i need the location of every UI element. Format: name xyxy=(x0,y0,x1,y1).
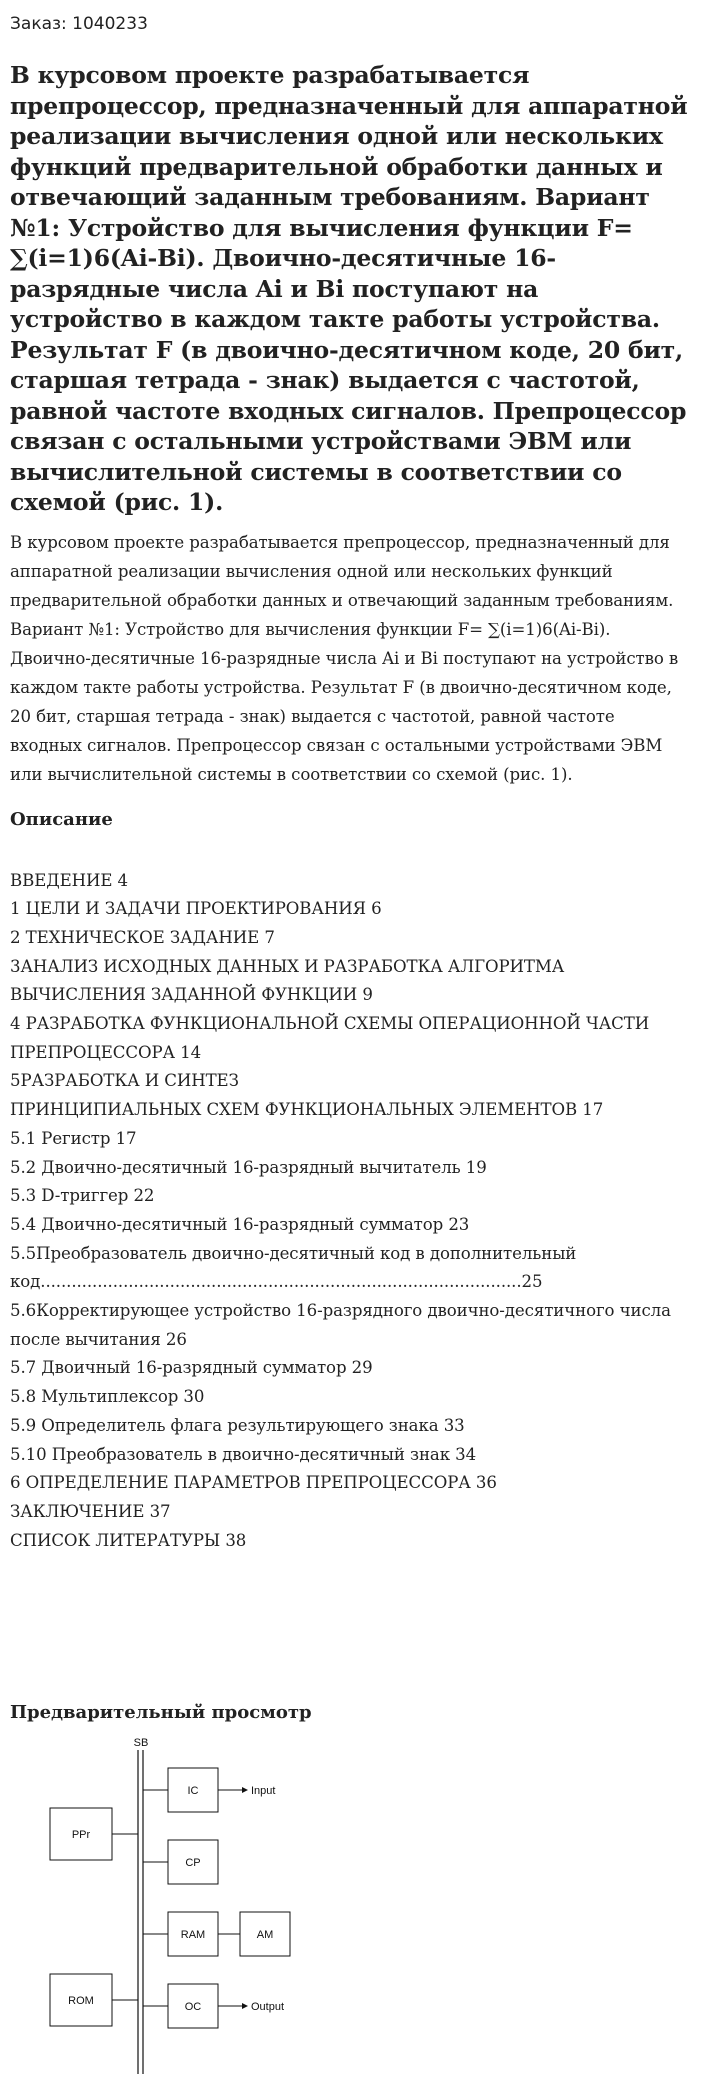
toc-item: 3АНАЛИЗ ИСХОДНЫХ ДАННЫХ И РАЗРАБОТКА АЛГОРИТМА ВЫЧИСЛЕНИЯ ЗАДАННОЙ ФУНКЦИИ 9 xyxy=(10,956,565,1005)
toc-item: 5.8 Мультиплексор 30 xyxy=(10,1387,205,1407)
toc-item: 5.10 Преобразователь в двоично-десятичный знак 34 xyxy=(10,1444,477,1464)
block-ram-label: RAM xyxy=(180,1929,206,1941)
order-number: Заказ: 1040233 xyxy=(10,14,148,34)
block-ppr-label: PPr xyxy=(71,1829,91,1841)
toc-item: СПИСОК ЛИТЕРАТУРЫ 38 xyxy=(10,1530,247,1550)
toc-item: 5.9 Определитель флага результирующего знака 33 xyxy=(10,1415,465,1435)
system-bus xyxy=(134,1737,149,2074)
toc-item: 6 ОПРЕДЕЛЕНИЕ ПАРАМЕТРОВ ПРЕПРОЦЕССОРА 36 xyxy=(10,1473,497,1493)
toc-item: 5.5Преобразователь двоично-десятичный код в дополнительный код.............................................................................................25 xyxy=(10,1243,577,1292)
toc-item: 1 ЦЕЛИ И ЗАДАЧИ ПРОЕКТИРОВАНИЯ 6 xyxy=(10,899,382,919)
block-ic xyxy=(143,1768,275,1812)
description-text: В курсовом проекте разрабатывается препроцессор, предназначенный для аппаратной реализации вычисления одной или нескольких функций предварительной обработки данных и отвечающий заданным требованиям. Вариант №1: Устройство для вычисления функции F= ∑(i=1)6(Ai-Bi). Двоично-десятичные 16-разрядные числа Ai и Bi поступают на устройство в каждом такте работы устройства. Результат F (в двоично-десятичном коде, 20 бит, старшая тетрада - знак) выдается с частотой, равной частоте входных сигналов. Препроцессор связан с остальными устройствами ЭВМ или вычислительной системы в соответствии со схемой (рис. 1). xyxy=(10,532,679,784)
block-ram xyxy=(143,1912,240,1956)
toc-item: ЗАКЛЮЧЕНИЕ 37 xyxy=(10,1501,171,1521)
table-of-contents xyxy=(10,867,691,1556)
toc-item: 5РАЗРАБОТКА И СИНТЕЗ xyxy=(10,1071,239,1091)
toc-item: 5.1 Регистр 17 xyxy=(10,1128,137,1148)
block-am xyxy=(240,1912,290,1956)
toc-item: 5.6Корректирующее устройство 16-разрядного двоично-десятичного числа после вычитания 26 xyxy=(10,1301,671,1349)
toc-item: 2 ТЕХНИЧЕСКОЕ ЗАДАНИЕ 7 xyxy=(10,927,275,947)
preview-heading: Предварительный просмотр xyxy=(10,1702,312,1723)
toc-item: 5.4 Двоично-десятичный 16-разрядный сумматор 23 xyxy=(10,1214,470,1234)
block-rom xyxy=(50,1974,138,2026)
block-cp xyxy=(143,1840,218,1884)
input-label: Input xyxy=(251,1785,276,1797)
page-title: В курсовом проекте разрабатывается препроцессор, предназначенный для аппаратной реализации вычисления одной или нескольких функций предварительной обработки данных и отвечающий заданным требованиям. Вариант №1: Устройство для вычисления функции F= ∑(i=1)6(Ai-Bi). Двоично-десятичные 16-разрядные числа Ai и Bi поступают на устройство в каждом такте работы устройства. Результат F (в двоично-десятичном коде, 20 бит, старшая тетрада - знак) выдается с частотой, равной частоте входных сигналов. Препроцессор связан с остальными устройствами ЭВМ или вычислительной системы в соответствии со схемой (рис. 1). xyxy=(10,61,688,516)
system-diagram xyxy=(30,1736,360,2074)
block-cp-label: CP xyxy=(185,1857,201,1869)
toc-item: ВВЕДЕНИЕ 4 xyxy=(10,870,128,890)
toc-item: ПРИНЦИПИАЛЬНЫХ СХЕМ ФУНКЦИОНАЛЬНЫХ ЭЛЕМЕНТОВ 17 xyxy=(10,1100,604,1120)
block-oc xyxy=(143,1984,284,2028)
block-ic-label: IC xyxy=(187,1785,199,1797)
block-am-label: AM xyxy=(256,1929,274,1941)
bus-label: SB xyxy=(133,1737,149,1749)
block-rom-label: ROM xyxy=(68,1995,94,2007)
toc-item: 4 РАЗРАБОТКА ФУНКЦИОНАЛЬНОЙ СХЕМЫ ОПЕРАЦИОННОЙ ЧАСТИ ПРЕПРОЦЕССОРА 14 xyxy=(10,1014,650,1062)
block-ppr xyxy=(50,1808,138,1860)
description-heading: Описание xyxy=(10,808,113,830)
output-label: Output xyxy=(251,2001,285,2013)
toc-item: 5.3 D-триггер 22 xyxy=(10,1186,155,1206)
toc-item: 5.2 Двоично-десятичный 16-разрядный вычитатель 19 xyxy=(10,1157,487,1177)
block-oc-label: OC xyxy=(184,2001,202,2013)
toc-item: 5.7 Двоичный 16-разрядный сумматор 29 xyxy=(10,1358,373,1378)
